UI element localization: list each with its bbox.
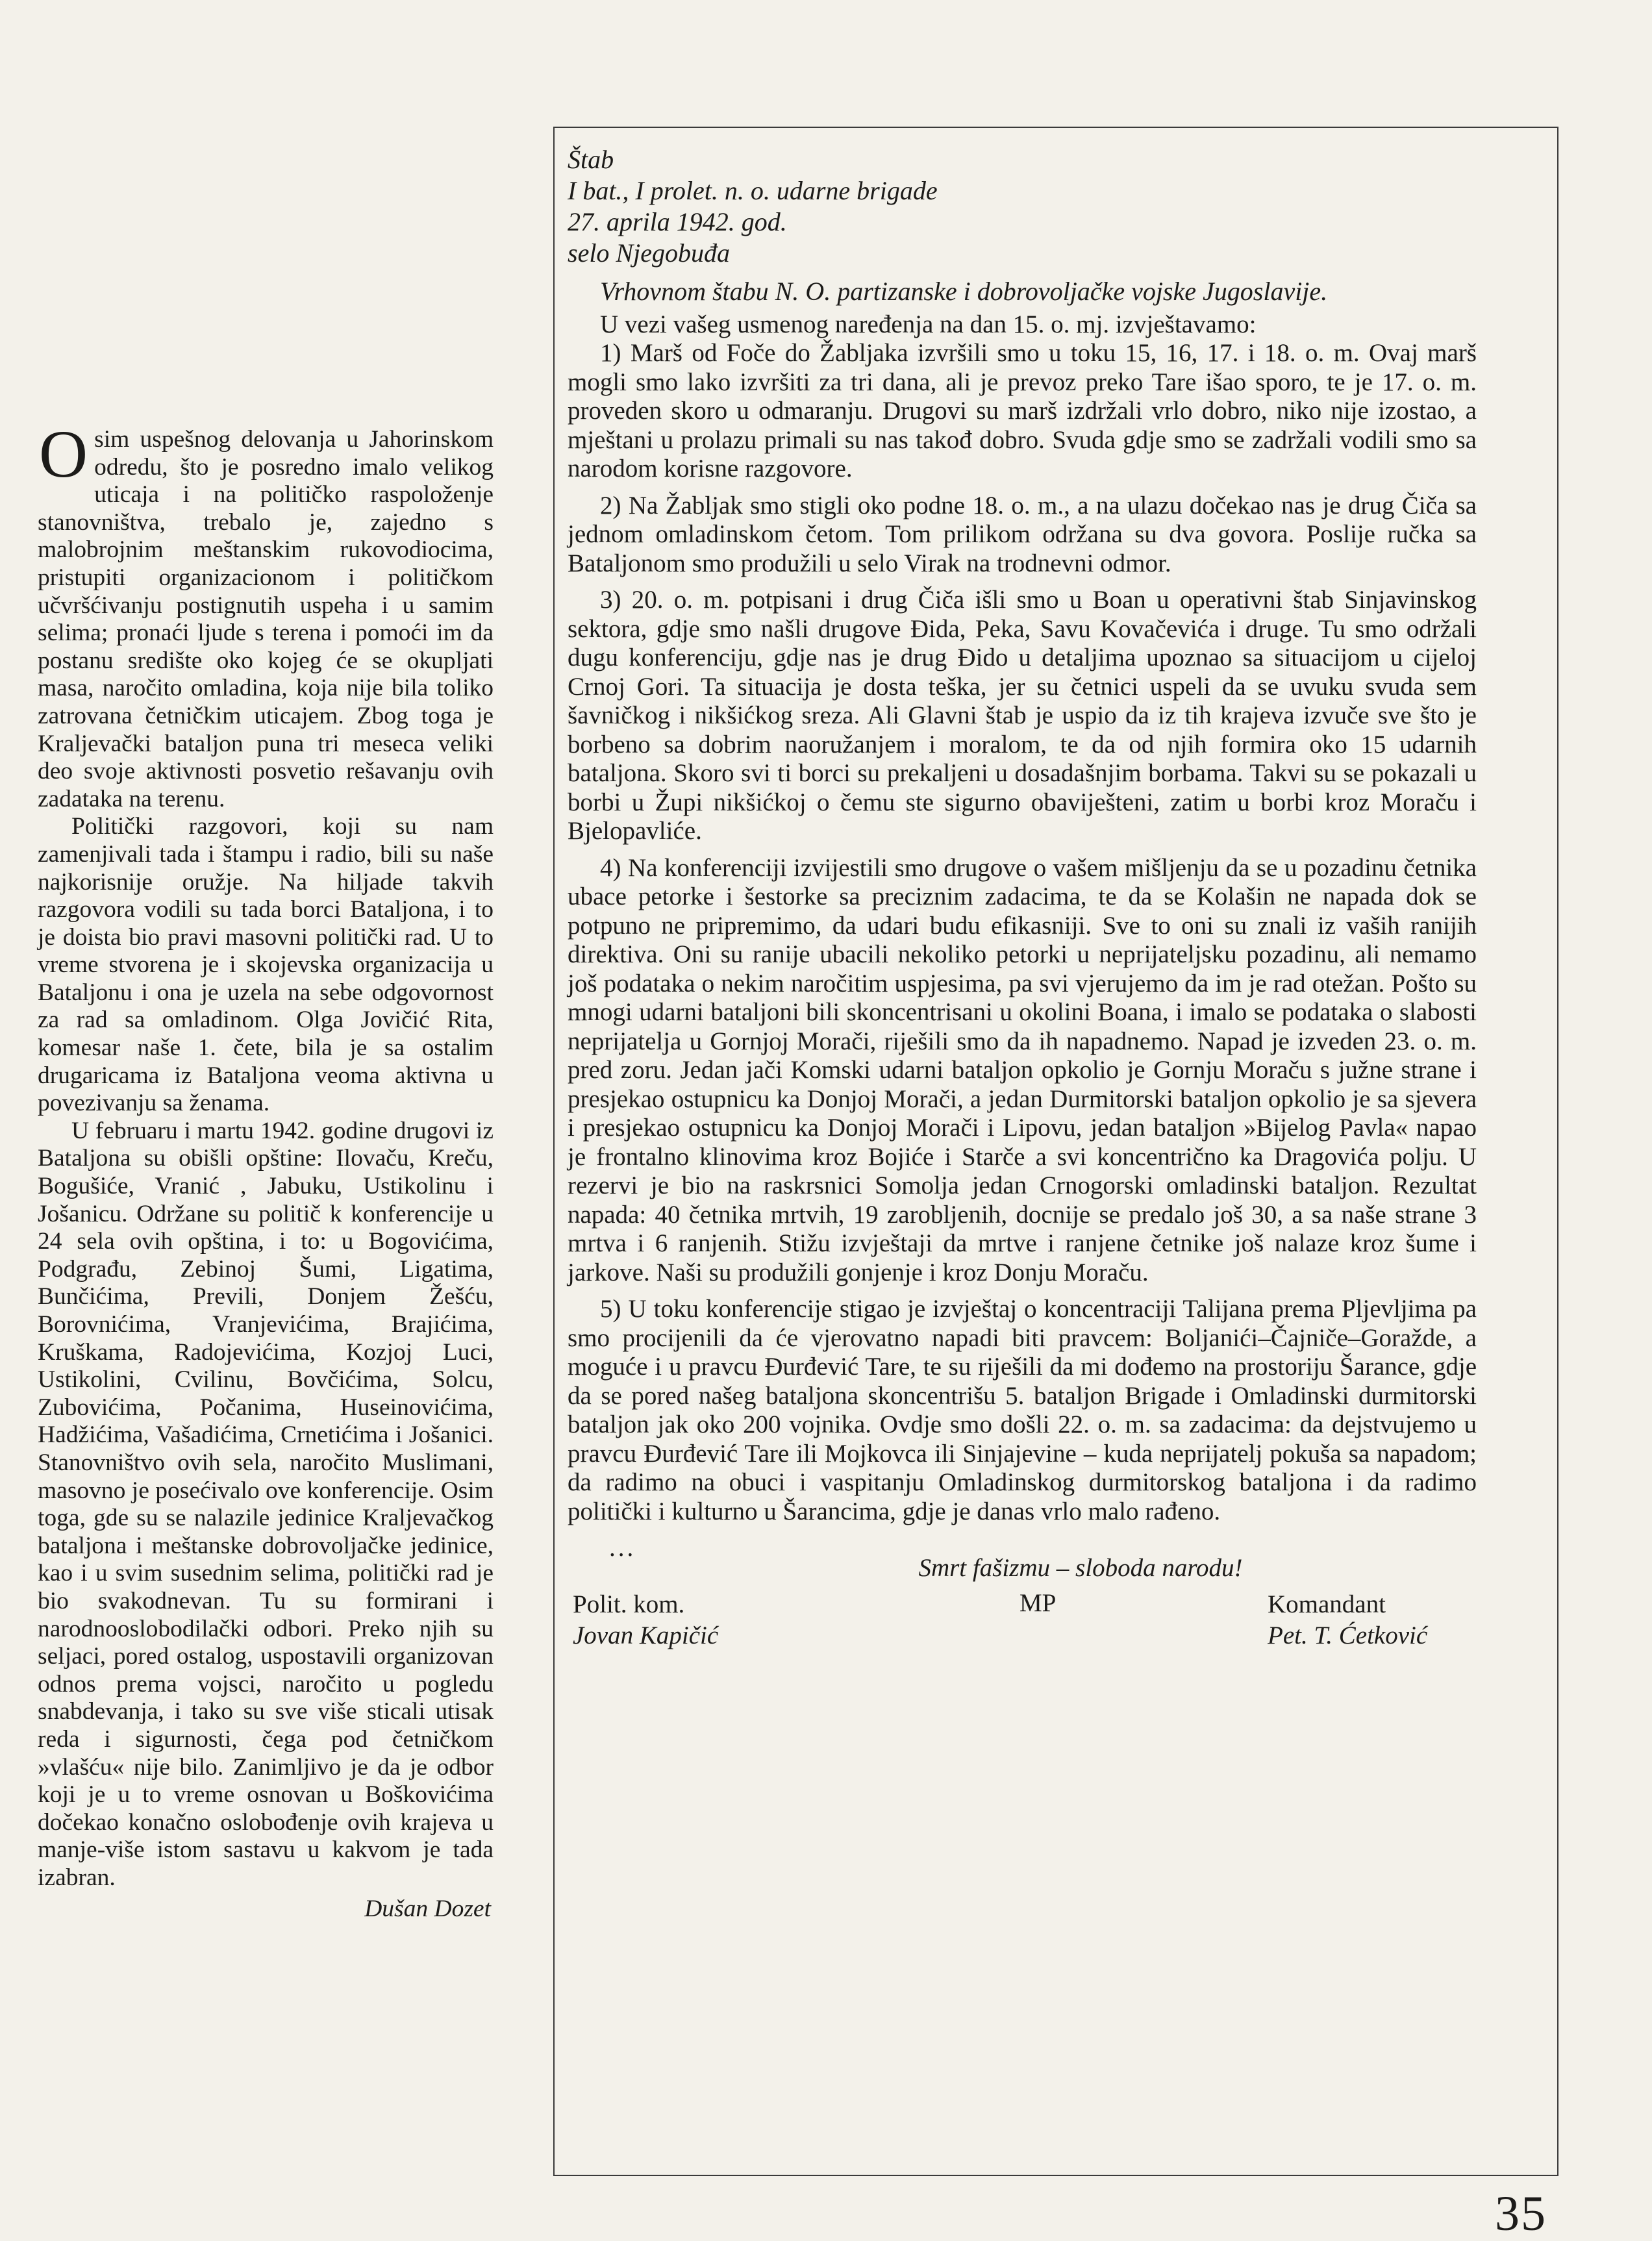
signature-block <box>568 1590 1477 1653</box>
signature-right-name: Pet. T. Ćetković <box>1268 1621 1428 1649</box>
signature-right-title: Komandant <box>1268 1590 1386 1618</box>
left-paragraph-1-text: sim uspešnog delovanja u Jahorinskom odredu, što je posredno imalo velikog uticaja i na političko raspoloženje stanovništva, trebalo je, zajedno s malobrojnim meštanskim rukovodiocima, pristupiti organizacionom i političkom učvršćivanju postignutih uspeha i u samim selima; pronaći ljude s terena i pomoći im da postanu središte oko kojeg će se okupljati masa, naročito omladina, koja nije bila toliko zatrovana četničkim uticajem. Zbog toga je Kraljevački bataljon puna tri meseca veliki deo svoje aktivnosti posvetio rešavanju ovih zadataka na terenu. <box>38 426 494 812</box>
omission-ellipsis: ... <box>609 1534 636 1562</box>
document-paragraph-4: 4) Na konferenciji izvijestili smo drugove o vašem mišljenju da se u pozadinu četnika ubace petorke i šestorke sa preciznim zadacima, te da se Kolašin ne napada dok se potpuno ne pripremimo, da udari budu efikasniji. Sve to oni su znali iz vaših ranijih direktiva. Oni su ranije ubacili nekoliko petorki u neprijateljsku pozadinu, ali nemamo još podataka o nekim naročitim uspjesima, pa svi vjerujemo da im je rad otežan. Pošto su mnogi udarni bataljoni bili skoncentrisani u okolini Boana, i imalo se podataka o slabosti neprijatelja u Gornjoj Morači, riješili smo da ih napadnemo. Napad je izveden 23. o. m. pred zoru. Jedan jači Komski udarni bataljon opkolio je Gornju Moraču s južne strane i presjekao ostupnicu ka Donjoj Morači, a jedan Durmitorski bataljon opkolio je sa sjevera i presjekao ostupnicu ka Donjoj Morači i Lipovu, jedan bataljon »Bijelog Pavla« napao je frontalno klinovima kroz Bojiće i Starče a svi koncentrično ka Dragovića polju. U rezervi je bio na raskrsnici Somolja jedan Crnogorski omladinski bataljon. Rezultat napada: 40 četnika mrtvih, 19 zarobljenih, docnije se predalo još 30, a sa naše strane 3 mrtva i 6 ranjenih. Stižu izvještaji da mrtve i ranjene četnike još nalaze kroz šume i jarkove. Naši su produžili gonjenje i kroz Donju Moraču. <box>568 853 1477 1286</box>
left-column-text <box>38 417 494 1923</box>
header-line-date: 27. aprila 1942. god. <box>568 207 787 236</box>
left-paragraph-2: Politički razgovori, koji su nam zamenjivali tada i štampu i radio, bili su naše najkorisnije oružje. Na hiljade takvih razgovora vodili su tada borci Bataljona, i to je doista bio pravi masovni politički rad. U to vreme stvorena je i skojevska organizacija u Bataljonu i ona je uzela na sebe odgovornost za rad sa omladinom. Olga Jovičić Rita, komesar naše 1. čete, bila je sa ostalim drugaricama iz Bataljona veoma aktivna u povezivanju sa ženama. <box>38 813 494 1117</box>
document-header <box>568 144 1477 269</box>
header-line-place: selo Njegobuđa <box>568 238 730 268</box>
document-paragraph-5: 5) U toku konferencije stigao je izvještaj o koncentraciji Talijana prema Pljevljima pa smo procijenili da će vjerovatno napadi biti pravcem: Boljanići–Čajniče–Goražde, a moguće i u pravcu Đurđević Tare, te su riješili da mi dođemo na prostoriju Šarance, gdje da se pored našeg bataljona skoncentrišu 5. bataljon Brigade i Omladinski durmitorski bataljon jak oko 200 vojnika. Ovdje smo došli 22. o. m. sa zadacima: da dejstvujemo u pravcu Đurđević Tare ili Mojkovca ili Sinjajevine – kuda neprijatelj pokuša sa napadom; da radimo na obuci i vaspitanju Omladinskog durmitorskog bataljona i da radimo politički i kulturno u Šarancima, gdje je danas vrlo malo rađeno. <box>568 1295 1477 1525</box>
document-paragraph-3: 3) 20. o. m. potpisani i drug Čiča išli smo u Boan u operativni štab Sinjavinskog sektora, gdje smo našli drugove Đida, Peka, Savu Kovačevića i druge. Tu smo održali dugu konferenciju, gdje nas je drug Đido u detaljima upoznao sa situacijom u cijeloj Crnoj Gori. Ta situacija je dosta teška, jer su četnici uspeli da se uvuku svuda sem šavničkog i nikšićkog sreza. Ali Glavni štab je uspio da iz tih krajeva izvuče sve što je borbeno sa dobrim naoružanjem i moralom, te da od njih formira oko 15 udarnih bataljona. Skoro svi ti borci su prekaljeni u dosadašnjim borbama. Takvi su se pokazali u borbi u Župi nikšićkoj o čemu ste sigurno obaviješteni, zatim u borbi kroz Moraču i Bjelopavliće. <box>568 586 1477 845</box>
document-intro: U vezi vašeg usmenog naređenja na dan 15. o. mj. izvještavamo: <box>600 310 1257 338</box>
left-paragraph-3: U februaru i martu 1942. godine drugovi iz Bataljona su obišli opštine: Ilovaču, Kreču, Bogušiće, Vranić , Jabuku, Ustikolinu i Jošanicu. Održane su politič k konferencije u 24 sela ovih opština, i to: u Bogovićima, Podgrađu, Zebinoj Šumi, Ligatima, Bunčićima, Previli, Donjem Žešću, Borovnićima, Vranjevićima, Brajićima, Kruškama, Radojevićima, Kozjoj Luci, Ustikolini, Cvilinu, Bovčićima, Solcu, Zubovićima, Počanima, Huseinovićima, Hadžićima, Vašadićima, Crnetićima i Jošanici. Stanovništvo ovih sela, naročito Muslimani, masovno je posećivalo ove konferencije. Osim toga, gde su se nalazile jedinice Kraljevačkog bataljona i meštanske dobrovoljačke jedinice, kao i u svim susednim selima, politički rad je bio svakodnevan. Tu su formirani i narodnooslobodilački odbori. Preko njih su seljaci, pored ostalog, uspostavili organizovan odnos prema vojsci, naročito u pogledu snabdevanja, i tako su sve više sticali utisak reda i sigurnosti, čega pod četničkom »vlašću« nije bilo. Zanimljivo je da je odbor koji je u to vreme osnovan u Boškovićima dočekao konačno oslobođenje ovih krajeva u manje-više istom sastavu u kakvom je tada izabran. <box>38 1117 494 1891</box>
header-line-unit: I bat., I prolet. n. o. udarne brigade <box>568 176 938 205</box>
page-number: 35 <box>1495 2186 1547 2241</box>
document-paragraph-1: 1) Marš od Foče do Žabljaka izvršili smo u toku 15, 16, 17. i 18. o. m. Ovaj marš mogli smo lako izvršiti za tri dana, ali je prevoz preko Tare išao sporo, te je 17. o. m. proveden skoro u odmaranju. Drugovi su marš izdržali vrlo dobro, niko nije izostao, a mještani u prolazu primali su nas takođ dobro. Svuda gdje smo se zadržali vodili smo sa narodom korisne razgovore. <box>568 339 1477 482</box>
document-body <box>568 144 1477 1653</box>
header-line-staff: Štab <box>568 145 614 174</box>
signature-left-name: Jovan Kapičić <box>573 1621 719 1649</box>
historical-document-box <box>553 127 1558 2176</box>
document-addressee: Vrhovnom štabu N. O. partizanske i dobrovoljačke vojske Jugoslavije. <box>600 277 1328 306</box>
signature-left-title: Polit. kom. <box>573 1590 685 1618</box>
document-closing-salute: Smrt fašizmu – sloboda narodu! <box>918 1553 1243 1582</box>
left-paragraph-1 <box>38 417 494 813</box>
stamp-placeholder: MP <box>1020 1589 1057 1617</box>
author-signature: Dušan Dozet <box>364 1896 491 1923</box>
document-paragraph-2: 2) Na Žabljak smo stigli oko podne 18. o. m., a na ulazu dočekao nas je drug Čiča sa jednom omladinskom četom. Tom prilikom održana su dva govora. Poslije ručka sa Bataljonom smo produžili u selo Virak na trodnevni odmor. <box>568 491 1477 577</box>
dropcap-letter: O <box>39 417 88 492</box>
